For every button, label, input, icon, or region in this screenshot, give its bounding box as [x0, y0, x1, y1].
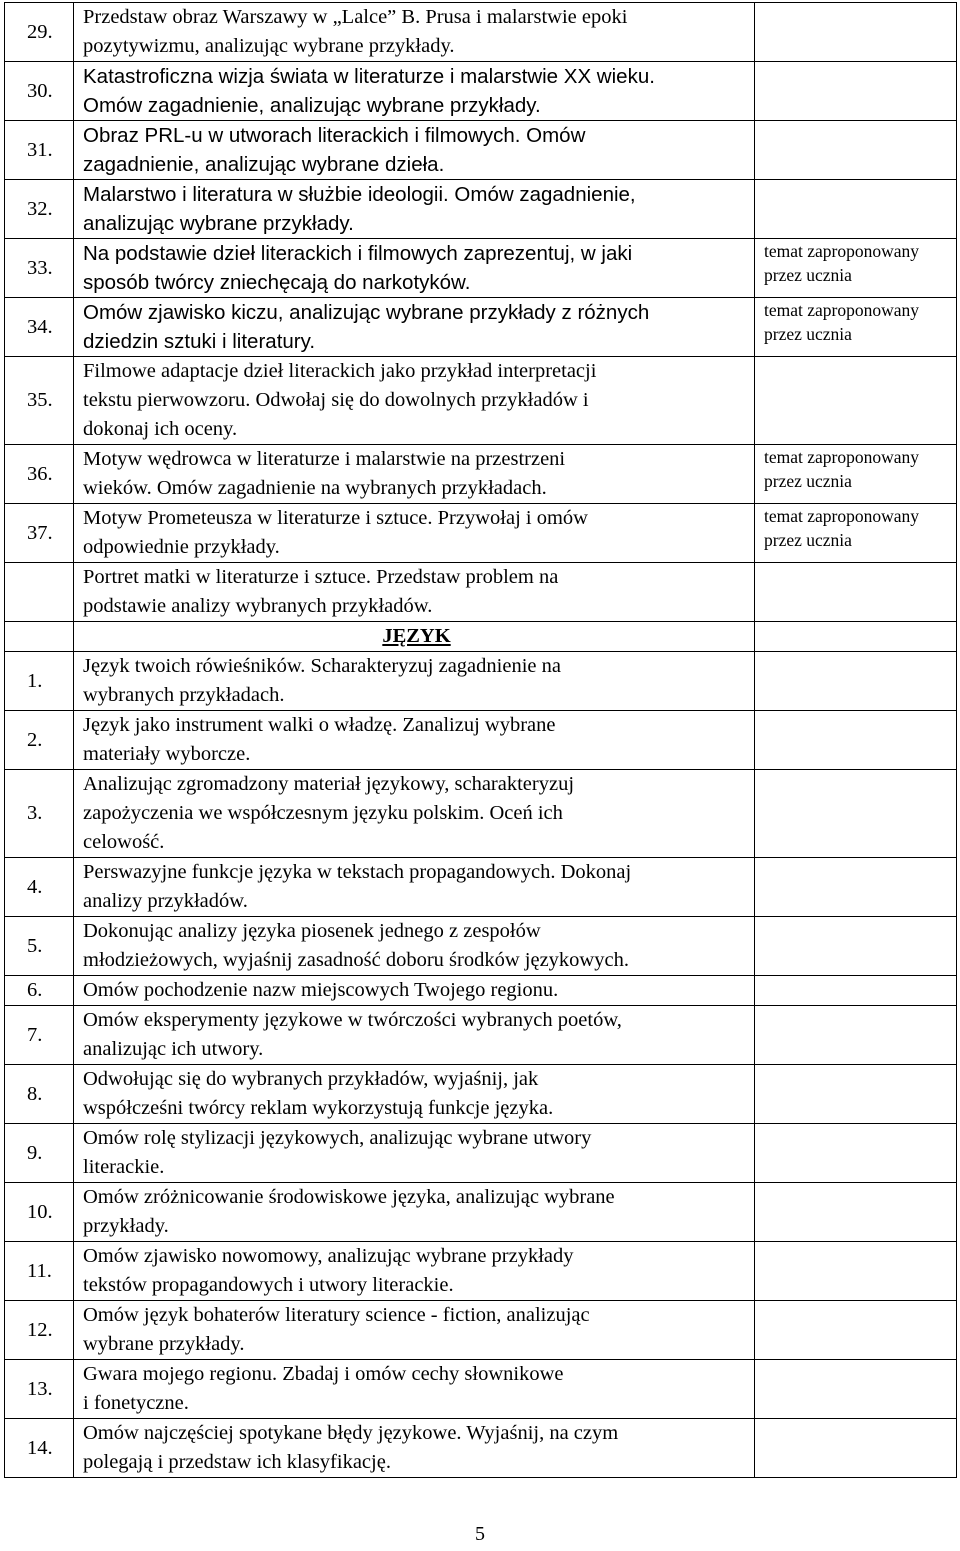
topic-text: [74, 1360, 755, 1419]
language-topic-row: [5, 1419, 957, 1478]
topic-number: 7.: [5, 1006, 74, 1065]
language-topic-row: [5, 1183, 957, 1242]
language-topic-row: [5, 652, 957, 711]
topic-row: [5, 357, 957, 445]
topic-row: [5, 62, 957, 121]
topic-number: 35.: [5, 357, 74, 445]
topic-text-line: Omów pochodzenie nazw miejscowych Twojego regionu.: [83, 979, 559, 1001]
topic-text: [74, 504, 755, 563]
topic-text-line: Omów język bohaterów literatury science - fiction, analizując: [83, 1304, 590, 1326]
topic-text-line: sposób twórcy zniechęcają do narkotyków.: [83, 271, 471, 294]
topic-note: [755, 1419, 957, 1478]
topic-text-line: dokonaj ich oceny.: [83, 418, 238, 440]
topics-table: [4, 2, 957, 1478]
topic-number: 37.: [5, 504, 74, 563]
topic-text-line: Odwołując się do wybranych przykładów, wyjaśnij, jak: [83, 1068, 539, 1090]
topic-note: temat zaproponowany przez ucznia: [755, 445, 957, 504]
language-topic-row: [5, 976, 957, 1006]
topic-text-line: Język jako instrument walki o władzę. Zanalizuj wybrane: [83, 714, 556, 736]
topic-text: [74, 357, 755, 445]
topic-text: [74, 563, 755, 622]
topic-text-line: tekstów propagandowych i utwory literackie.: [83, 1274, 454, 1296]
topic-row: [5, 239, 957, 298]
topic-text-line: Katastroficzna wizja świata w literaturze i malarstwie XX wieku.: [83, 65, 655, 88]
topic-note: [755, 711, 957, 770]
topic-text-line: Przedstaw obraz Warszawy w „Lalce” B. Prusa i malarstwie epoki: [83, 6, 628, 28]
topic-text-line: zagadnienie, analizując wybrane dzieła.: [83, 153, 445, 176]
topic-note: [755, 180, 957, 239]
topic-note: [755, 121, 957, 180]
topic-row: [5, 180, 957, 239]
page-number: 5: [475, 1523, 485, 1545]
topic-text-line: odpowiednie przykłady.: [83, 536, 280, 558]
topic-text-line: Omów zagadnienie, analizując wybrane przykłady.: [83, 94, 541, 117]
topic-row: [5, 504, 957, 563]
topic-number: 13.: [5, 1360, 74, 1419]
topic-text-line: analizy przykładów.: [83, 890, 248, 912]
section-heading-row: [5, 622, 957, 652]
topic-number: 36.: [5, 445, 74, 504]
topic-text: [74, 1006, 755, 1065]
topic-text-line: materiały wyborcze.: [83, 743, 251, 765]
topic-number: 10.: [5, 1183, 74, 1242]
language-topic-row: [5, 1360, 957, 1419]
topic-note: [755, 1124, 957, 1183]
topic-text: [74, 1124, 755, 1183]
topic-note: [755, 1183, 957, 1242]
topic-note: temat zaproponowany przez ucznia: [755, 504, 957, 563]
topic-text: [74, 858, 755, 917]
topic-text-line: Dokonując analizy języka piosenek jednego z zespołów: [83, 920, 541, 942]
topic-number: 4.: [5, 858, 74, 917]
topic-row: [5, 121, 957, 180]
topic-number: 1.: [5, 652, 74, 711]
topic-text: [74, 121, 755, 180]
topics-table-body: [5, 3, 957, 1478]
topic-row: [5, 563, 957, 622]
topic-row: [5, 3, 957, 62]
topic-number: 32.: [5, 180, 74, 239]
topic-text-line: i fonetyczne.: [83, 1392, 189, 1414]
topic-number: 5.: [5, 917, 74, 976]
topic-text: [74, 1065, 755, 1124]
topic-number: 30.: [5, 62, 74, 121]
topic-text: [74, 239, 755, 298]
topic-number: 29.: [5, 3, 74, 62]
language-topic-row: [5, 1301, 957, 1360]
topic-number: 2.: [5, 711, 74, 770]
topic-note: [755, 770, 957, 858]
topic-note: [755, 1301, 957, 1360]
language-topic-row: [5, 1124, 957, 1183]
topic-text-line: Malarstwo i literatura w służbie ideologii. Omów zagadnienie,: [83, 183, 636, 206]
topic-text-line: wybranych przykładach.: [83, 684, 285, 706]
language-topic-row: [5, 858, 957, 917]
topic-text-line: Perswazyjne funkcje języka w tekstach propagandowych. Dokonaj: [83, 861, 632, 883]
topic-text-line: Obraz PRL-u w utworach literackich i filmowych. Omów: [83, 124, 586, 147]
topic-text-line: wybrane przykłady.: [83, 1333, 245, 1355]
section-heading: JĘZYK: [74, 622, 755, 652]
topic-text: [74, 62, 755, 121]
topic-text-line: wieków. Omów zagadnienie na wybranych przykładach.: [83, 477, 547, 499]
topic-text: [74, 711, 755, 770]
topic-number: 9.: [5, 1124, 74, 1183]
topic-number: 11.: [5, 1242, 74, 1301]
topic-note: [755, 976, 957, 1006]
topic-text-line: Omów zjawisko kiczu, analizując wybrane przykłady z różnych: [83, 301, 650, 324]
topic-text-line: Omów zjawisko nowomowy, analizując wybrane przykłady: [83, 1245, 574, 1267]
empty-cell: [5, 622, 74, 652]
topic-text: [74, 652, 755, 711]
topic-note: [755, 1006, 957, 1065]
topic-text-line: Filmowe adaptacje dzieł literackich jako przykład interpretacji: [83, 360, 597, 382]
topic-note: [755, 357, 957, 445]
topic-note: [755, 62, 957, 121]
topic-text-line: Motyw Prometeusza w literaturze i sztuce. Przywołaj i omów: [83, 507, 588, 529]
topic-text-line: dziedzin sztuki i literatury.: [83, 330, 316, 353]
topic-number: 34.: [5, 298, 74, 357]
topic-number: 14.: [5, 1419, 74, 1478]
topic-text-line: celowość.: [83, 831, 165, 853]
topic-text-line: podstawie analizy wybranych przykładów.: [83, 595, 433, 617]
language-topic-row: [5, 1006, 957, 1065]
topic-number: 8.: [5, 1065, 74, 1124]
topic-text-line: analizując wybrane przykłady.: [83, 212, 354, 235]
topic-text: [74, 1301, 755, 1360]
topic-note: [755, 1360, 957, 1419]
topic-text-line: tekstu pierwowzoru. Odwołaj się do dowolnych przykładów i: [83, 389, 589, 411]
topic-number: 12.: [5, 1301, 74, 1360]
topic-number: 6.: [5, 976, 74, 1006]
topic-note: temat zaproponowany przez ucznia: [755, 298, 957, 357]
topic-number: 31.: [5, 121, 74, 180]
empty-cell: [755, 622, 957, 652]
topic-note: [755, 858, 957, 917]
topic-text-line: Gwara mojego regionu. Zbadaj i omów cechy słownikowe: [83, 1363, 564, 1385]
topic-text-line: literackie.: [83, 1156, 165, 1178]
topic-text: [74, 180, 755, 239]
topic-number: 3.: [5, 770, 74, 858]
topic-text: [74, 1183, 755, 1242]
topic-text: [74, 3, 755, 62]
topic-text: [74, 976, 755, 1006]
topic-text: [74, 917, 755, 976]
topic-note: [755, 1065, 957, 1124]
topic-text-line: polegają i przedstaw ich klasyfikację.: [83, 1451, 391, 1473]
language-topic-row: [5, 917, 957, 976]
topic-text-line: zapożyczenia we współczesnym języku polskim. Oceń ich: [83, 802, 563, 824]
topic-row: [5, 445, 957, 504]
topic-number: 33.: [5, 239, 74, 298]
topic-row: [5, 298, 957, 357]
topic-text-line: Analizując zgromadzony materiał językowy, scharakteryzuj: [83, 773, 575, 795]
topic-note: temat zaproponowany przez ucznia: [755, 239, 957, 298]
language-topic-row: [5, 1242, 957, 1301]
topic-text: [74, 1242, 755, 1301]
topic-note: [755, 563, 957, 622]
topic-text: [74, 770, 755, 858]
topic-text-line: Omów najczęściej spotykane błędy językowe. Wyjaśnij, na czym: [83, 1422, 619, 1444]
topic-text-line: Motyw wędrowca w literaturze i malarstwie na przestrzeni: [83, 448, 566, 470]
topic-text: [74, 298, 755, 357]
topic-text: [74, 445, 755, 504]
topic-number: [5, 563, 74, 622]
topic-text-line: młodzieżowych, wyjaśnij zasadność doboru środków językowych.: [83, 949, 629, 971]
topic-text-line: Omów eksperymenty językowe w twórczości wybranych poetów,: [83, 1009, 622, 1031]
topic-text: [74, 1419, 755, 1478]
topic-text-line: Omów rolę stylizacji językowych, analizując wybrane utwory: [83, 1127, 592, 1149]
topic-note: [755, 1242, 957, 1301]
language-topic-row: [5, 770, 957, 858]
topic-text-line: Portret matki w literaturze i sztuce. Przedstaw problem na: [83, 566, 559, 588]
topic-text-line: analizując ich utwory.: [83, 1038, 264, 1060]
topic-text-line: przykłady.: [83, 1215, 169, 1237]
topic-text-line: Na podstawie dzieł literackich i filmowych zaprezentuj, w jaki: [83, 242, 633, 265]
language-topic-row: [5, 711, 957, 770]
topic-note: [755, 652, 957, 711]
topic-text-line: pozytywizmu, analizując wybrane przykłady.: [83, 35, 455, 57]
topic-note: [755, 3, 957, 62]
topic-text-line: współcześni twórcy reklam wykorzystują funkcje języka.: [83, 1097, 554, 1119]
topic-note: [755, 917, 957, 976]
topic-text-line: Omów zróżnicowanie środowiskowe języka, analizując wybrane: [83, 1186, 615, 1208]
topic-text-line: Język twoich rówieśników. Scharakteryzuj zagadnienie na: [83, 655, 561, 677]
language-topic-row: [5, 1065, 957, 1124]
